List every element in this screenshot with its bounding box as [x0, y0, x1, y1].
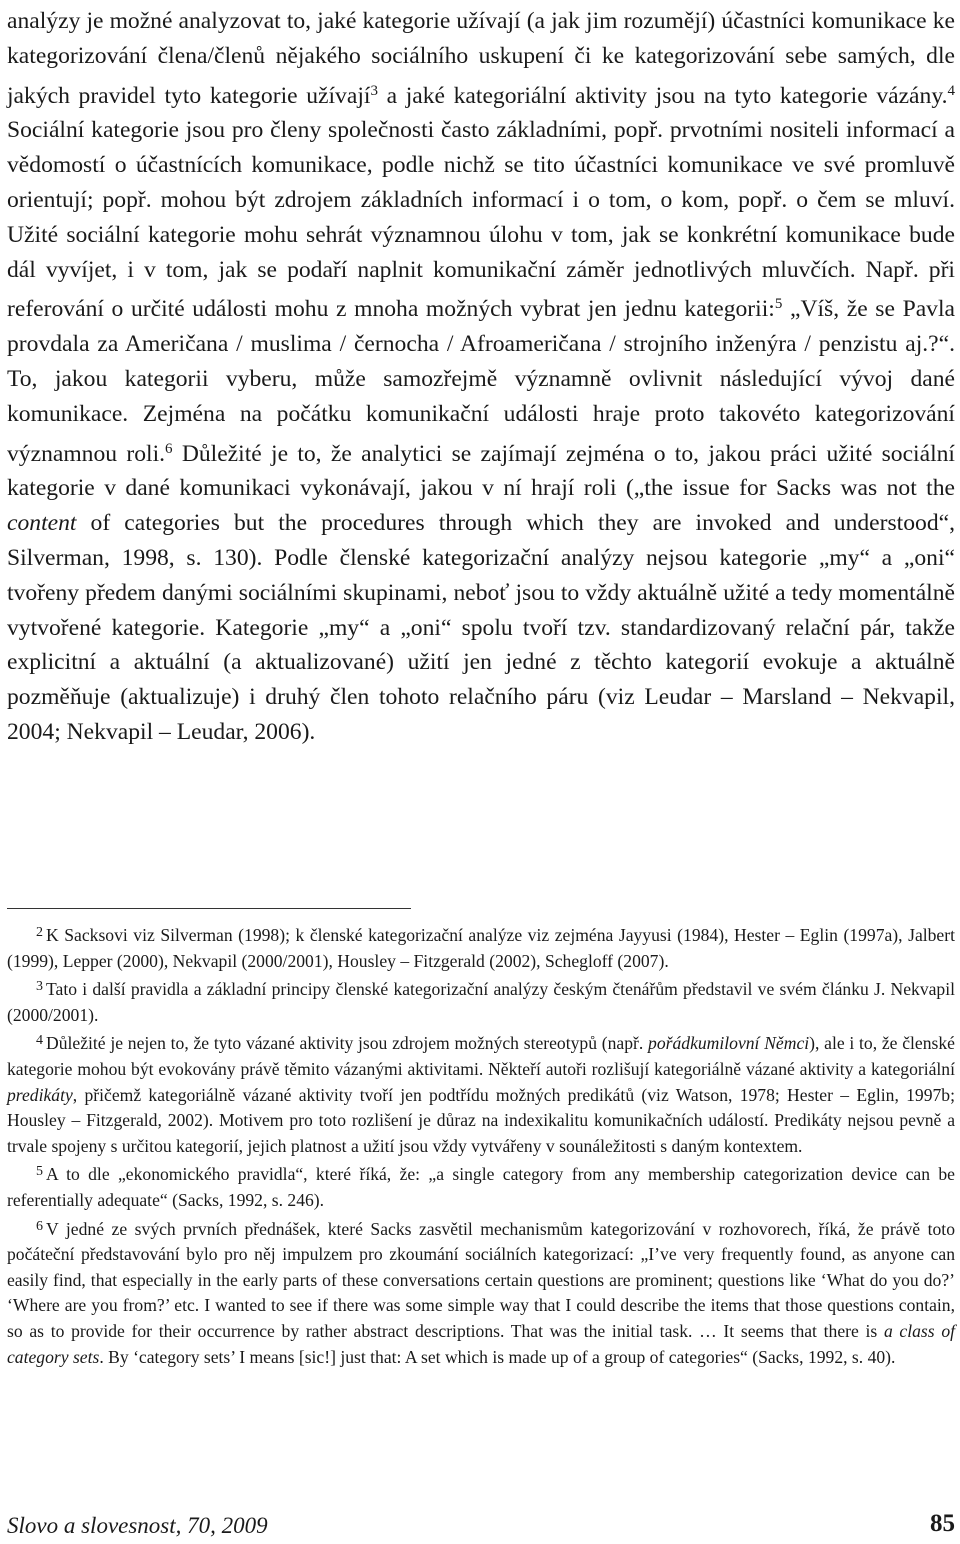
footnote-2	[7, 920, 955, 974]
footnote-text: Důležité je nejen to, že tyto vázané aktivity jsou zdrojem možných stereotypů (např.	[46, 1033, 649, 1054]
footnote-emphasis: pořádkumilovní Němci	[648, 1033, 810, 1054]
footnote-3	[7, 974, 955, 1028]
page	[7, 0, 956, 1538]
footnote-ref-4[interactable]: 4	[947, 82, 955, 99]
body-text: Důležité je to, že analytici se zajímají zejména o to, jakou práci užité sociální kategorie v dané komunikaci vykonávají, jakou v ní hrají roli („the issue for Sacks was not the	[7, 440, 955, 502]
body-text: a jaké kategoriální aktivity jsou na tyto kategorie vázány.	[377, 82, 948, 109]
footnote-text: ), ale i to, že členské kategorie mohou být evokovány právě těmito vázanými aktivitami. Někteří autoři rozlišují kategoriálně vázané aktivity a kategoriální	[7, 1033, 955, 1079]
footnote-ref-6[interactable]: 6	[165, 440, 173, 457]
footnote-separator	[7, 908, 411, 909]
body-text: analýzy je možné analyzovat to, jaké kategorie užívají (a jak jim rozumějí) účastníci komunikace ke kategorizování člena/členů nějakého sociálního uskupení či ke kategorizování sebe samých, dle jakých pravidel tyto kategorie užívají	[7, 8, 955, 109]
body-text: Sociální kategorie jsou pro členy společnosti často základními, popř. prvotními nositeli informací a vědomostí o účastnících komunikace, podle nichž se tito účastníci komunikace ve své promluvě orientují; popř. mohou být zdrojem základních informací i o tom, o kom, popř. o čem se mluví. Užité sociální kategorie mohu sehrát významnou úlohu v tom, jak se konkrétní komunikace bude dál vyvíjet, i v tom, jak se podaří naplnit komunikační záměr jednotlivých mluvčích. Např. při referování o určité události mohu z mnoha možných vybrat jen jednu kategorii:	[7, 117, 955, 323]
footnote-4	[7, 1028, 955, 1159]
page-footer	[7, 1510, 955, 1540]
footnote-emphasis: predikáty	[7, 1084, 73, 1105]
footnote-6	[7, 1214, 955, 1371]
footnote-text: , přičemž kategoriálně vázané aktivity tvoří jen podtřídu možných predikátů (viz Watson, 1978; Hester – Eglin, 1997b; Housley – Fitzgerald, 2002). Motivem pro toto rozlišení je důraz na indexikalitu komunikačních událostí. Predikáty nejsou pevně a trvale spojeny s určitou kategorií, jejich platnost a užití jsou vždy vytvářeny v sounáležitosti s daným kontextem.	[7, 1084, 955, 1156]
footnote-5	[7, 1159, 955, 1213]
body-text: of categories but the procedures through which they are invoked and understood“, Silverman, 1998, s. 130). Podle členské kategorizační analýzy nejsou kategorie „my“ a „oni“ tvořeny předem danými sociálními skupinami, neboť jsou to vždy aktuálně užité a tedy momentálně vytvořené kategorie. Kategorie „my“ a „oni“ spolu tvoří tzv. standardizovaný relační pár, takže explicitní a aktuální (a aktualizované) užití jen jedné z těchto kategorií evokuje a aktuálně pozměňuje (aktualizuje) i druhý člen tohoto relačního páru (viz Leudar – Marsland – Nekvapil, 2004; Nekvapil – Leudar, 2006).	[7, 510, 955, 745]
footnote-ref-5[interactable]: 5	[774, 296, 783, 313]
emphasis-content: content	[7, 510, 77, 537]
footnote-number: 3	[36, 979, 43, 995]
footnote-text: V jedné ze svých prvních přednášek, které Sacks zasvětil mechanismům kategorizování v rozhovorech, říká, že právě toto počáteční představování bylo pro něj impulzem pro zkoumání sociálních kategorizací: „I’ve very frequently found, as anyone can easily find, that especially in the early parts of these conversations certain questions are prominent; questions like ‘What do you do?’ ‘Where are you from?’ etc. I wanted to see if there was some simple way that I could describe the items that those questions contain, so as to provide for their occurrence by rather abstract descriptions. That was the initial task. … It seems that there is	[7, 1218, 955, 1341]
footnote-text: A to dle „ekonomického pravidla“, které říká, že: „a single category from any membership categorization device can be referentially adequate“ (Sacks, 1992, s. 246).	[7, 1164, 955, 1210]
footnote-text: . By ‘category sets’ I means [sic!] just that: A set which is made up of a group of categories“ (Sacks, 1992, s. 40).	[99, 1346, 896, 1367]
body-text: „Víš, že se Pavla provdala za Američana / muslima / černocha / Afroameričana / strojního inženýra / penzistu aj.?“. To, jakou kategorii vyberu, může samozřejmě významně ovlivnit následující vývoj dané komunikace. Zejména na počátku komunikační události hraje proto takovéto kategorizování významnou roli.	[7, 296, 955, 467]
page-number: 85	[930, 1510, 955, 1537]
footnote-number: 4	[36, 1033, 43, 1049]
footnote-text: Tato i další pravidla a základní principy členské kategorizační analýzy českým čtenářům představil ve svém článku J. Nekvapil (2000/2001).	[7, 979, 955, 1025]
footnotes	[7, 920, 955, 1370]
footnote-number: 5	[36, 1164, 43, 1180]
footnote-number: 6	[36, 1218, 43, 1234]
footnote-ref-3[interactable]: 3	[370, 82, 378, 99]
footnote-emphasis: a class of category sets	[7, 1320, 956, 1367]
footnote-text: K Sacksovi viz Silverman (1998); k členské kategorizační analýze viz zejména Jayyusi (1984), Hester – Eglin (1997a), Jalbert (1999), Lepper (2000), Nekvapil (2000/2001), Housley – Fitzgerald (2002), Schegloff (2007).	[7, 925, 955, 971]
footnote-number: 2	[36, 925, 43, 940]
journal-citation: Slovo a slovesnost, 70, 2009	[7, 1513, 268, 1538]
body-paragraph	[7, 0, 955, 750]
